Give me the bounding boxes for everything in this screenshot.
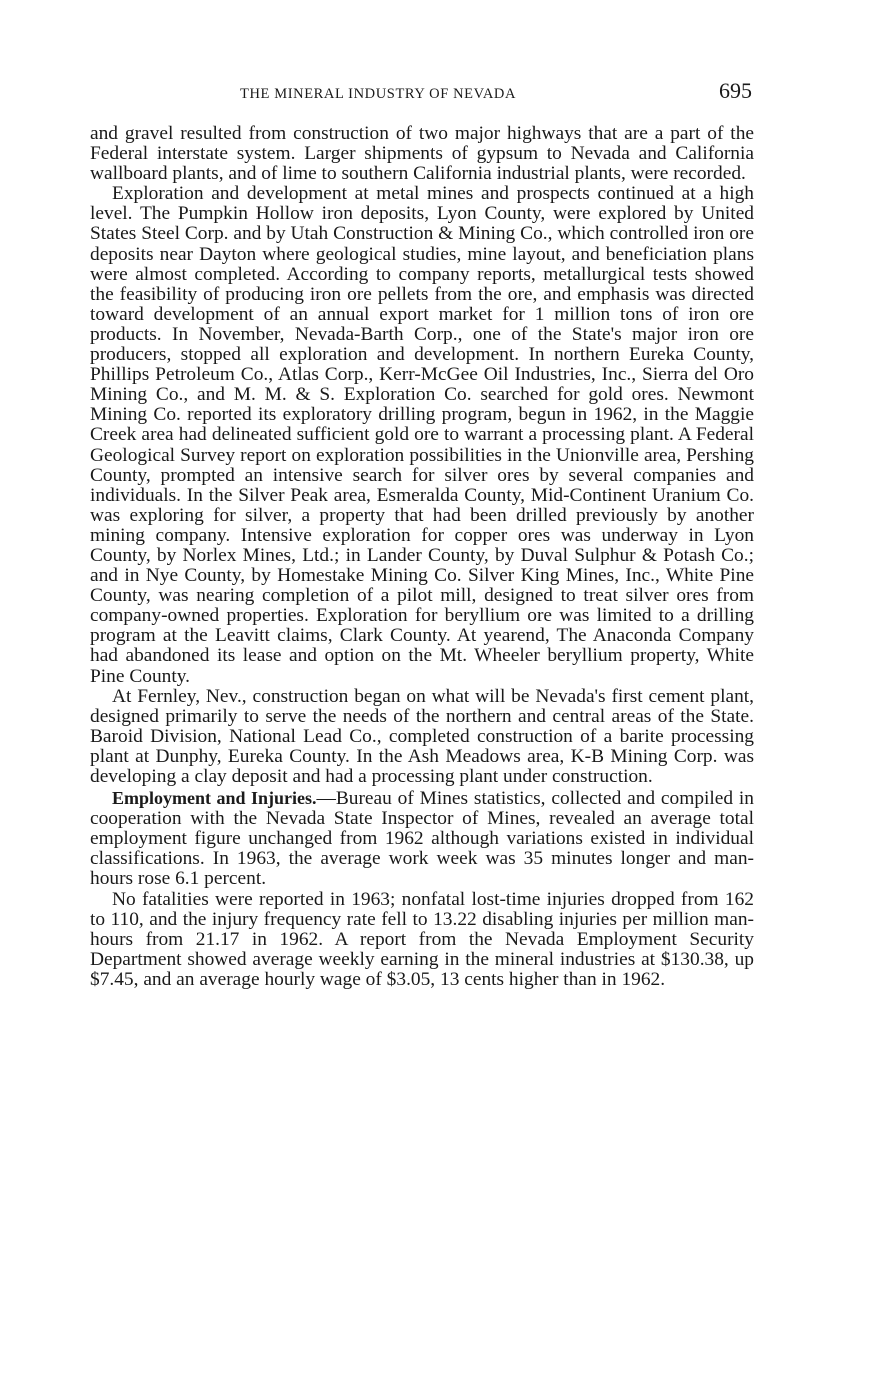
body-text xyxy=(90,124,754,990)
paragraph-exploration: Exploration and development at metal mines and prospects continued at a high level. The Pumpkin Hollow iron deposits, Lyon County, were explored by United States Steel Corp. and by Utah Construction & Mining Co., which controlled iron ore deposits near Dayton where geological studies, mine layout, and beneficiation plans were almost completed. According to company reports, metallurgical tests showed the feasibility of producing iron ore pellets from the ore, and emphasis was directed toward development of an annual export market for 1 million tons of iron ore products. In November, Nevada-Barth Corp., one of the State's major iron ore producers, stopped all exploration and development. In northern Eureka County, Phillips Petroleum Co., Atlas Corp., Kerr-McGee Oil Industries, Inc., Sierra del Oro Mining Co., and M. M. & S. Exploration Co. searched for gold ores. Newmont Mining Co. reported its exploratory drilling program, begun in 1962, in the Maggie Creek area had delineated sufficient gold ore to warrant a processing plant. A Federal Geological Survey report on exploration possibilities in the Unionville area, Pershing County, prompted an intensive search for silver ores by several companies and individuals. In the Silver Peak area, Esmeralda County, Mid-Continent Uranium Co. was exploring for silver, a property that had been drilled previously by another mining company. Intensive exploration for copper ores was underway in Lyon County, by Norlex Mines, Ltd.; in Lander County, by Duval Sulphur & Potash Co.; and in Nye County, by Homestake Mining Co. Silver King Mines, Inc., White Pine County, was nearing completion of a pilot mill, designed to treat silver ores from company-owned properties. Exploration for beryllium ore was limited to a drilling program at the Leavitt claims, Clark County. At yearend, The Anaconda Company had abandoned its lease and option on the Mt. Wheeler beryllium property, White Pine County. xyxy=(90,183,754,687)
paragraph-fernley: At Fernley, Nev., construction began on what will be Nevada's first cement plant, designed primarily to serve the needs of the northern and central areas of the State. Baroid Division, National Lead Co., completed construction of a barite processing plant at Dunphy, Eureka County. In the Ash Meadows area, K-B Mining Corp. was developing a clay deposit and had a processing plant under construction. xyxy=(90,685,754,787)
section-heading-employment: Employment and Injuries. xyxy=(112,788,317,809)
paragraph-employment-text: —Bureau of Mines statistics, collected and compiled in cooperation with the Nevada State Inspector of Mines, revealed an average total employment figure unchanged from 1962 although variations existed in individual classifications. In 1963, the average work week was 35 minutes longer and man-hours rose 6.1 percent. xyxy=(90,788,754,890)
running-header xyxy=(90,78,754,110)
paragraph-continuation: and gravel resulted from construction of two major highways that are a part of the Federal interstate system. Larger shipments of gypsum to Nevada and California wallboard plants, and of lime to southern California industrial plants, were recorded. xyxy=(90,123,754,185)
paragraph-injuries: No fatalities were reported in 1963; nonfatal lost-time injuries dropped from 162 to 110, and the injury frequency rate fell to 13.22 disabling injuries per million man-hours from 21.17 in 1962. A report from the Nevada Employment Security Department showed average weekly earning in the mineral industries at $130.38, up $7.45, and an average hourly wage of $3.05, 13 cents higher than in 1962. xyxy=(90,888,754,990)
document-page xyxy=(90,78,754,990)
running-title: THE MINERAL INDUSTRY OF NEVADA xyxy=(240,86,517,102)
page-number: 695 xyxy=(719,78,752,103)
paragraph-employment xyxy=(90,788,754,889)
